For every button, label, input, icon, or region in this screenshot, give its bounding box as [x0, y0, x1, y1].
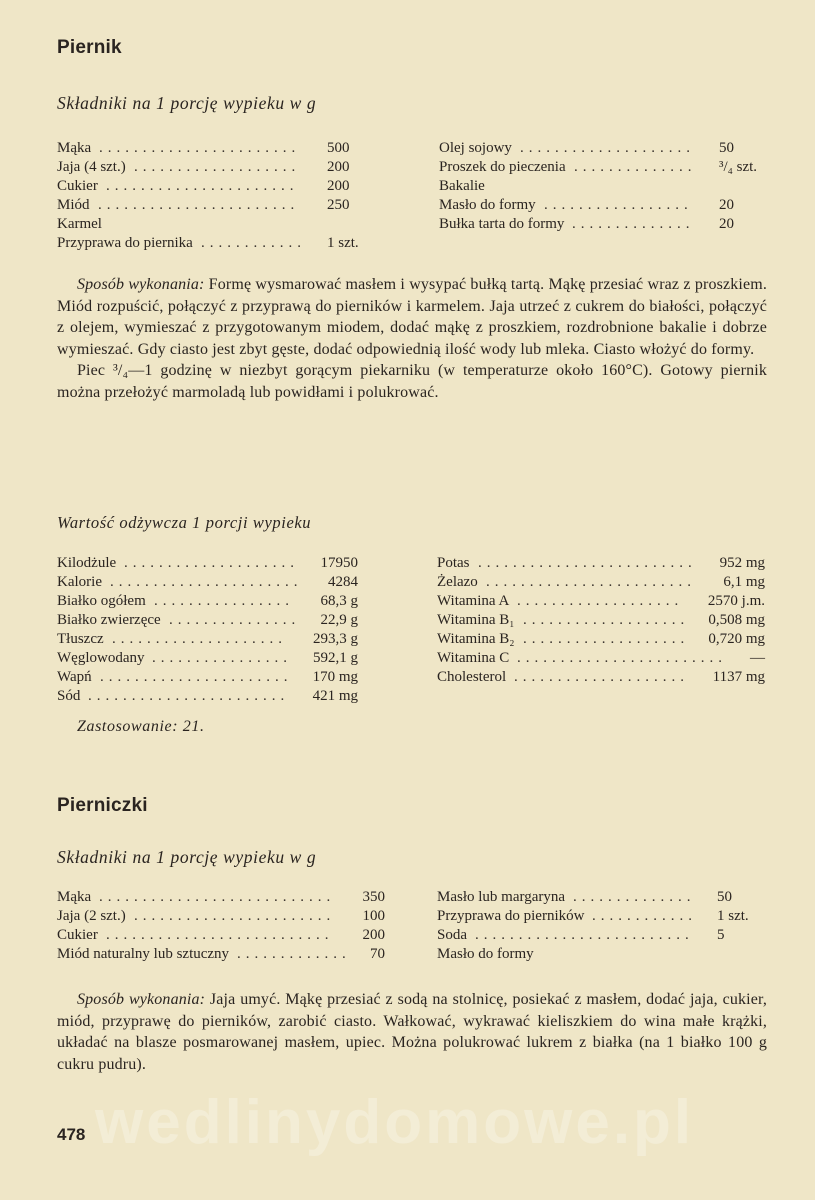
leader-dots: ................: [154, 593, 294, 609]
item-label: Żelazo: [437, 574, 478, 590]
leader-dots: ..........................: [106, 927, 334, 943]
list-item: [57, 926, 387, 945]
item-value: 250: [327, 197, 350, 213]
list-item: [57, 668, 372, 687]
list-item: [437, 630, 772, 649]
item-value: 50: [719, 140, 734, 156]
list-item: [57, 573, 372, 592]
item-value: 5: [717, 927, 725, 943]
leader-dots: ...................: [134, 159, 301, 175]
list-item: [437, 945, 772, 964]
leader-dots: ......................: [110, 574, 303, 590]
item-value: 70: [370, 946, 385, 962]
item-label: Proszek do pieczenia: [439, 159, 566, 175]
item-value: —: [750, 650, 765, 666]
list-item: [57, 158, 387, 177]
item-value: 170 mg: [312, 669, 358, 685]
page-number: 478: [57, 1125, 86, 1144]
leader-dots: ...........................: [99, 889, 336, 905]
item-value: 1 szt.: [717, 908, 749, 924]
item-label: Witamina B₁: [437, 612, 515, 628]
list-item: [437, 649, 772, 668]
list-item: [57, 177, 387, 196]
item-label: Soda: [437, 927, 467, 943]
item-value: 0,508 mg: [708, 612, 765, 628]
method-pierniczki: [57, 989, 767, 1075]
item-label: Białko ogółem: [57, 593, 146, 609]
usage-note: Zastosowanie: 21.: [77, 718, 205, 735]
method-text: Jaja umyć. Mąkę przesiać z sodą na stolnicę, posiekać z masłem, dodać jaja, cukier, miód, przyprawę do pierników, zarobić ciasto. Wałkować, wykrawać kieliszkiem do wina małe krążki, układać na blasze posmarowanej masłem, upiec. Można polukrować lukrem z białka (na 1 białko 100 g cukru pudru).: [57, 991, 767, 1073]
leader-dots: .........................: [475, 927, 694, 943]
list-item: [439, 215, 774, 234]
list-item: [57, 907, 387, 926]
item-label: Potas: [437, 555, 470, 571]
recipe-title-pierniczki: Pierniczki: [57, 795, 148, 816]
list-item: [437, 554, 772, 573]
list-item: [437, 611, 772, 630]
item-label: Masło lub margaryna: [437, 889, 566, 905]
leader-dots: ............: [592, 908, 697, 924]
list-item: [439, 177, 774, 196]
item-label: Jaja (4 szt.): [57, 159, 126, 175]
item-value: 421 mg: [312, 688, 358, 704]
list-item: [57, 630, 372, 649]
leader-dots: ....................: [520, 140, 695, 156]
item-value: 20: [719, 197, 734, 213]
item-label: Sód: [57, 688, 81, 704]
item-label: Mąka: [57, 889, 92, 905]
leader-dots: ...................: [523, 631, 690, 647]
item-value: 4284: [328, 574, 358, 590]
method-piernik: [57, 274, 767, 404]
list-item: [437, 888, 772, 907]
list-item: [57, 687, 372, 706]
leader-dots: ..............: [572, 216, 695, 232]
leader-dots: ............: [201, 235, 306, 251]
list-item: [437, 926, 772, 945]
item-value: 68,3 g: [320, 593, 358, 609]
leader-dots: ......................: [100, 669, 293, 685]
item-label: Kilodżule: [57, 555, 117, 571]
leader-dots: .................: [544, 197, 693, 213]
leader-dots: ....................: [112, 631, 287, 647]
item-value: 952 mg: [719, 555, 765, 571]
item-value: 100: [362, 908, 385, 924]
item-value: 20: [719, 216, 734, 232]
recipe-title-piernik: Piernik: [57, 37, 122, 58]
item-label: Białko zwierzęce: [57, 612, 161, 628]
item-label: Witamina A: [437, 593, 510, 609]
list-item: [437, 668, 772, 687]
item-label: Przyprawa do pierników: [437, 908, 585, 924]
item-label: Karmel: [57, 216, 102, 232]
list-item: [437, 907, 772, 926]
leader-dots: ................: [152, 650, 292, 666]
item-value: 22,9 g: [320, 612, 358, 628]
item-label: Jaja (2 szt.): [57, 908, 126, 924]
nutrition-heading: Wartość odżywcza 1 porcji wypieku: [57, 513, 312, 532]
item-value: 17950: [320, 555, 358, 571]
item-value: 350: [362, 889, 385, 905]
item-value: 293,3 g: [313, 631, 358, 647]
item-label: Bułka tarta do formy: [439, 216, 565, 232]
ingredients-heading-pierniczki: Składniki na 1 porcję wypieku w g: [57, 847, 317, 867]
item-value: 1 szt.: [327, 235, 359, 251]
item-value: 500: [327, 140, 350, 156]
list-item: [57, 234, 387, 253]
item-label: Bakalie: [439, 178, 485, 194]
item-value: 200: [327, 159, 350, 175]
list-item: [437, 573, 772, 592]
watermark: wedlinydomowe.pl: [95, 1088, 695, 1157]
list-item: [437, 592, 772, 611]
list-item: [439, 196, 774, 215]
item-label: Miód naturalny lub sztuczny: [57, 946, 230, 962]
leader-dots: ......................: [106, 178, 299, 194]
item-label: Przyprawa do piernika: [57, 235, 193, 251]
item-value: 200: [362, 927, 385, 943]
ingredients-heading-piernik: Składniki na 1 porcję wypieku w g: [57, 93, 317, 113]
item-label: Cholesterol: [437, 669, 507, 685]
list-item: [57, 196, 387, 215]
list-item: [57, 554, 372, 573]
item-value: ³/₄ szt.: [719, 159, 758, 175]
leader-dots: .............: [237, 946, 351, 962]
method-label: Sposób wykonania:: [77, 276, 205, 293]
method-label: Sposób wykonania:: [77, 991, 206, 1008]
leader-dots: ..............: [574, 159, 697, 175]
item-value: 50: [717, 889, 732, 905]
leader-dots: .......................: [134, 908, 336, 924]
item-label: Tłuszcz: [57, 631, 104, 647]
list-item: [57, 592, 372, 611]
leader-dots: .......................: [99, 140, 301, 156]
leader-dots: ....................: [514, 669, 689, 685]
method-text-baking: Piec ³/₄—1 godzinę w niezbyt gorącym piekarniku (w temperaturze około 160°C). Gotowy piernik można przełożyć marmoladą lub powidłami i polukrować.: [57, 362, 767, 401]
item-label: Witamina B₂: [437, 631, 515, 647]
item-value: 6,1 mg: [723, 574, 765, 590]
item-label: Witamina C: [437, 650, 510, 666]
list-item: [439, 139, 774, 158]
item-label: Olej sojowy: [439, 140, 512, 156]
item-value: 200: [327, 178, 350, 194]
leader-dots: ...............: [169, 612, 301, 628]
leader-dots: .......................: [88, 688, 290, 704]
item-label: Masło do formy: [437, 946, 534, 962]
list-item: [57, 611, 372, 630]
leader-dots: .......................: [98, 197, 300, 213]
list-item: [57, 139, 387, 158]
item-label: Miód: [57, 197, 90, 213]
item-label: Wapń: [57, 669, 92, 685]
leader-dots: ........................: [486, 574, 696, 590]
list-item: [57, 215, 387, 234]
leader-dots: ...................: [517, 593, 684, 609]
list-item: [439, 158, 774, 177]
item-label: Cukier: [57, 927, 98, 943]
item-value: 1137 mg: [712, 669, 765, 685]
item-value: 2570 j.m.: [707, 593, 765, 609]
item-value: 0,720 mg: [708, 631, 765, 647]
method-text: Formę wysmarować masłem i wysypać bułką tartą. Mąkę przesiać wraz z proszkiem. Miód rozpuścić, połączyć z przyprawą do pierników i karmelem. Jaja utrzeć z cukrem do białości, połączyć z olejem, wymieszać z przygotowanym miodem, dodać mąkę z proszkiem, rozdrobnione bakalie i dobrze wymieszać. Gdy ciasto jest zbyt gęste, dodać odpowiednią ilość wody lub mleka. Ciasto włożyć do formy.: [57, 276, 767, 358]
leader-dots: ....................: [124, 555, 299, 571]
item-value: 592,1 g: [313, 650, 358, 666]
leader-dots: ..............: [573, 889, 696, 905]
leader-dots: .........................: [478, 555, 697, 571]
item-label: Kalorie: [57, 574, 102, 590]
item-label: Cukier: [57, 178, 98, 194]
list-item: [57, 649, 372, 668]
list-item: [57, 888, 387, 907]
list-item: [57, 945, 387, 964]
leader-dots: ........................: [517, 650, 727, 666]
item-label: Węglowodany: [57, 650, 145, 666]
leader-dots: ...................: [523, 612, 690, 628]
item-label: Mąka: [57, 140, 92, 156]
item-label: Masło do formy: [439, 197, 536, 213]
